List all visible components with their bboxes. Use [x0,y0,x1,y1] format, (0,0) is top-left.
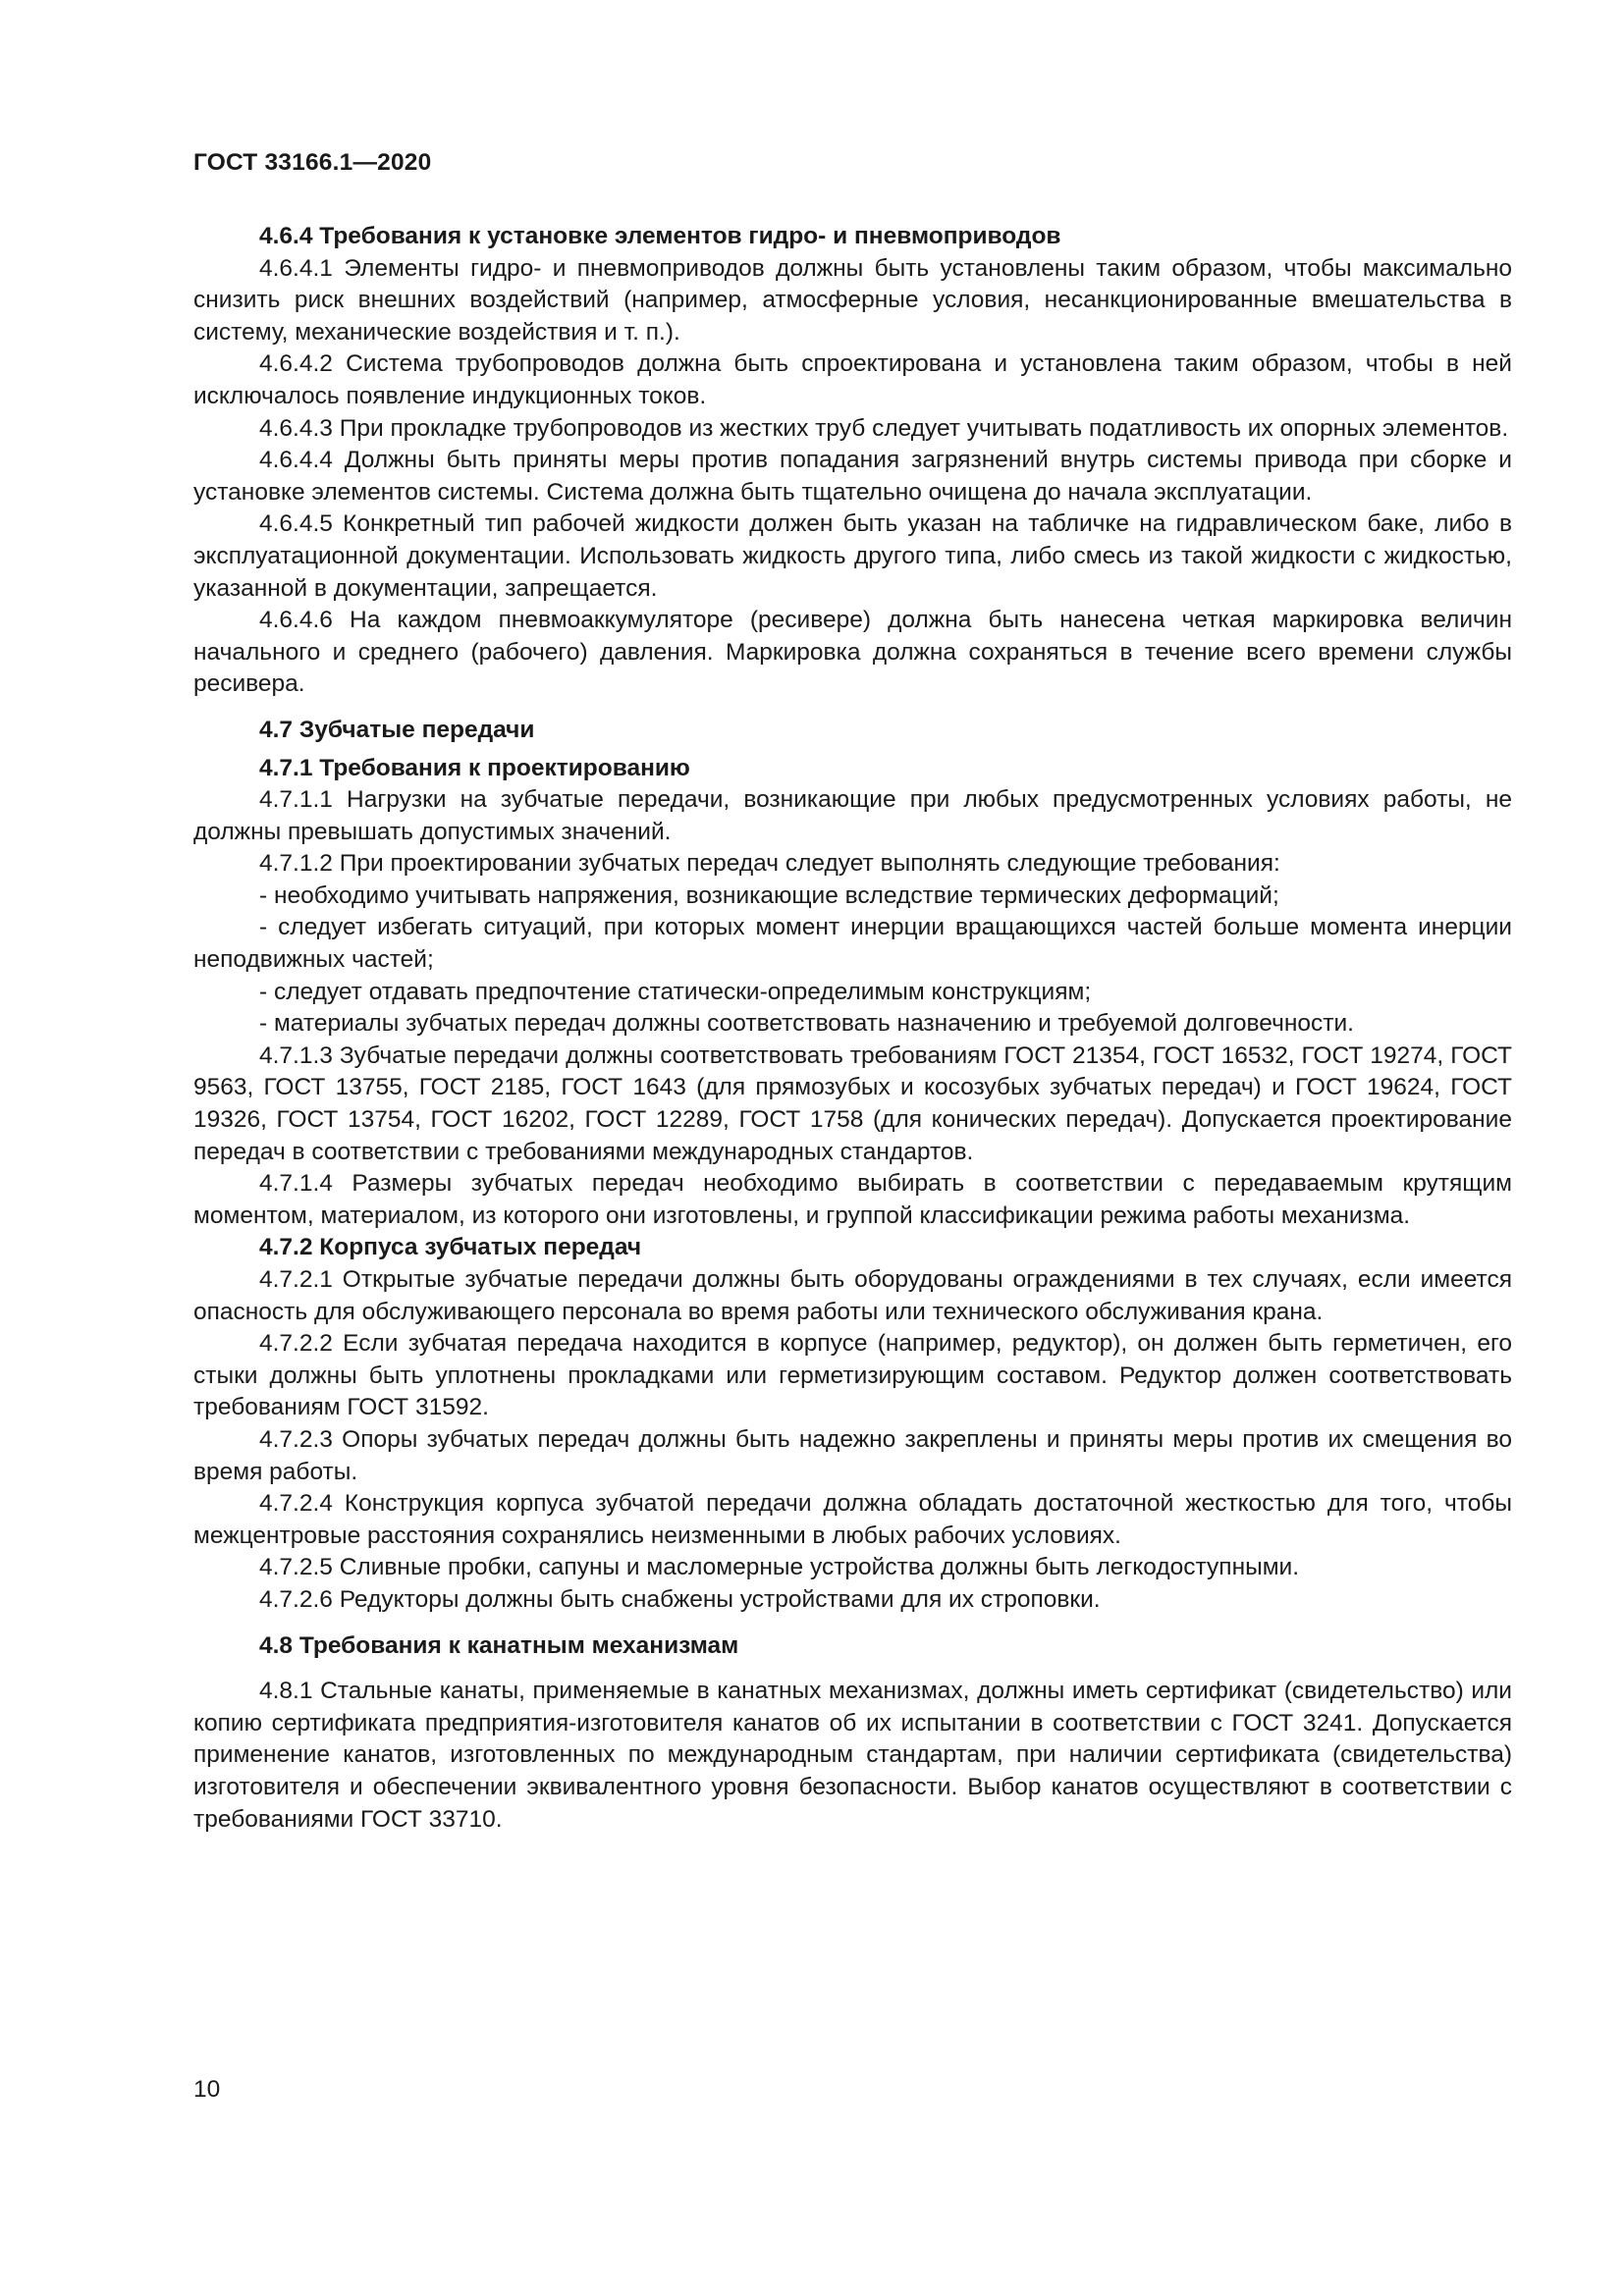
list-item: - следует избегать ситуаций, при которых момент инерции вращающихся частей больше момента инерции неподвижных частей; [193,914,1512,974]
paragraph: 4.7.2.1 Открытые зубчатые передачи должны быть оборудованы ограждениями в тех случаях, если имеется опасность для обслуживающего персонала во время работы или технического обслуживания крана. [193,1266,1512,1325]
paragraph: 4.7.2.4 Конструкция корпуса зубчатой передачи должна обладать достаточной жесткостью для того, чтобы межцентровые расстояния сохранялись неизменными в любых рабочих условиях. [193,1490,1512,1549]
paragraph: 4.7.2.5 Сливные пробки, сапуны и масломерные устройства должны быть легкодоступными. [259,1554,1300,1581]
paragraph: 4.7.1.3 Зубчатые передачи должны соответствовать требованиям ГОСТ 21354, ГОСТ 16532, ГОСТ 19274, ГОСТ 9563, ГОСТ 13755, ГОСТ 2185, ГОСТ 1643 (для прямозубых и косозубых зубчатых передач) и ГОСТ 19624, ГОСТ 19326, ГОСТ 13754, ГОСТ 16202, ГОСТ 12289, ГОСТ 1758 (для конических передач). Допускается проектирование передач в соответствии с требованиями международных стандартов. [193,1041,1512,1165]
paragraph: 4.6.4.3 При прокладке трубопроводов из жестких труб следует учитывать податливость их опорных элементов. [259,414,1509,442]
section-heading: 4.6.4 Требования к установке элементов гидро- и пневмоприводов [259,223,1061,249]
list-item: - материалы зубчатых передач должны соответствовать назначению и требуемой долговечности. [259,1010,1354,1038]
paragraph: 4.7.2.6 Редукторы должны быть снабжены устройствами для их строповки. [259,1585,1101,1613]
paragraph: 4.7.1.4 Размеры зубчатых передач необходимо выбирать в соответствии с передаваемым крутящим моментом, материалом, из которого они изготовлены, и группой классификации режима работы механизма. [193,1170,1512,1229]
paragraph: 4.6.4.5 Конкретный тип рабочей жидкости должен быть указан на табличке на гидравлическом баке, либо в эксплуатационной документации. Использовать жидкость другого типа, либо смесь из такой жидкости с жидкостью, указанной в документации, запрещается. [193,510,1512,602]
paragraph: 4.7.2.2 Если зубчатая передача находится в корпусе (например, редуктор), он должен быть герметичен, его стыки должны быть уплотнены прокладками или герметизирующим составом. Редуктор должен соответствовать требованиям ГОСТ 31592. [193,1330,1512,1421]
paragraph: 4.8.1 Стальные канаты, применяемые в канатных механизмах, должны иметь сертификат (свидетельство) или копию сертификата предприятия-изготовителя канатов об их испытании в соответствии с ГОСТ 3241. Допускается применение канатов, изготовленных по международным стандартам, при наличии сертификата (свидетельства) изготовителя и обеспечении эквивалентного уровня безопасности. Выбор канатов осуществляют в соответствии с требованиями ГОСТ 33710. [193,1678,1512,1833]
paragraph: 4.6.4.2 Система трубопроводов должна быть спроектирована и установлена таким образом, чтобы в ней исключалось появление индукционных токов. [193,350,1512,409]
section-heading: 4.8 Требования к канатным механизмам [259,1631,739,1659]
paragraph: 4.6.4.6 На каждом пневмоаккумуляторе (ресивере) должна быть нанесена четкая маркировка величин начального и среднего (рабочего) давления. Маркировка должна сохраняться в течение всего времени службы ресивера. [193,607,1512,698]
paragraph: 4.6.4.4 Должны быть приняты меры против попадания загрязнений внутрь системы привода при сборке и установке элементов системы. Система должна быть тщательно очищена до начала эксплуатации. [193,447,1512,506]
paragraph: 4.7.1.1 Нагрузки на зубчатые передачи, возникающие при любых предусмотренных условиях работы, не должны превышать допустимых значений. [193,786,1512,845]
page-number: 10 [193,2076,221,2103]
paragraph: 4.7.2.3 Опоры зубчатых передач должны быть надежно закреплены и приняты меры против их смещения во время работы. [193,1425,1512,1485]
paragraph: 4.7.1.2 При проектировании зубчатых передач следует выполнять следующие требования: [259,850,1280,878]
section-heading: 4.7.1 Требования к проектированию [259,754,690,781]
document-header: ГОСТ 33166.1—2020 [193,149,432,176]
list-item: - следует отдавать предпочтение статически-определимым конструкциям; [259,978,1092,1005]
section-heading: 4.7 Зубчатые передачи [259,716,535,743]
paragraph: 4.6.4.1 Элементы гидро- и пневмоприводов должны быть установлены таким образом, чтобы максимально снизить риск внешних воздействий (например, атмосферные условия, несанкционированные вмешательства в систему, механические воздействия и т. п.). [193,254,1512,346]
section-heading: 4.7.2 Корпуса зубчатых передач [259,1234,642,1261]
list-item: - необходимо учитывать напряжения, возникающие вследствие термических деформаций; [259,881,1279,909]
document-body [193,221,1512,1836]
